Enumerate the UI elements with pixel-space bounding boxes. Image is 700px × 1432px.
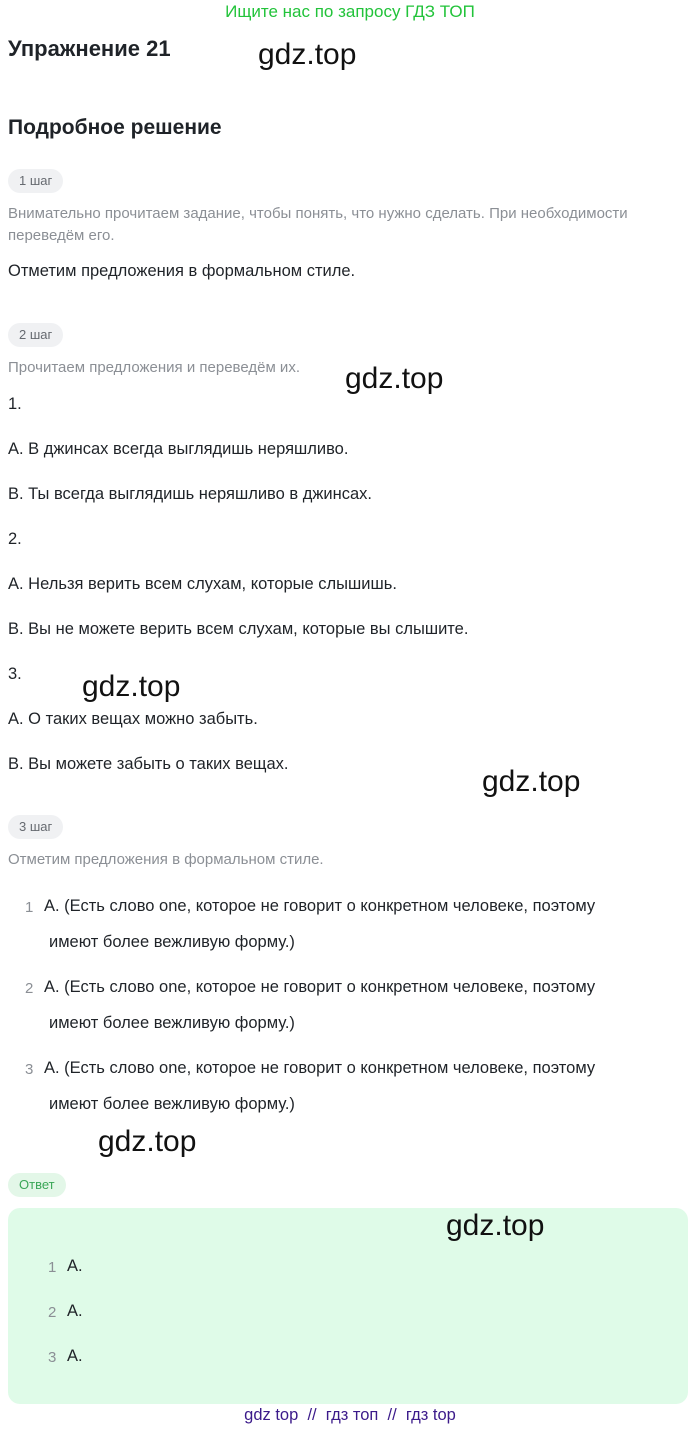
search-banner: Ищите нас по запросу ГДЗ ТОП bbox=[225, 2, 475, 21]
list-item: имеют более вежливую форму.) bbox=[49, 933, 295, 951]
step-1-note: Внимательно прочитаем задание, чтобы понять, что нужно сделать. При необходимости переведём его. bbox=[8, 205, 628, 244]
list-item: A. (Есть слово one, которое не говорит о конкретном человеке, поэтому bbox=[44, 1059, 596, 1077]
answer-item: A. bbox=[67, 1257, 83, 1275]
step-2-note: Прочитаем предложения и переведём их. bbox=[8, 359, 300, 376]
list-item: A. (Есть слово one, которое не говорит о конкретном человеке, поэтому bbox=[44, 978, 596, 996]
answer-item: A. bbox=[67, 1347, 83, 1365]
step-2-badge: 2 шаг bbox=[8, 323, 63, 347]
answer-item: A. bbox=[67, 1302, 83, 1320]
list-number: 3 bbox=[25, 1061, 34, 1078]
list-number: 2 bbox=[25, 980, 34, 997]
step-1-text: Отметим предложения в формальном стиле. bbox=[8, 262, 356, 280]
step-3-badge: 3 шаг bbox=[8, 815, 63, 839]
watermark: gdz.top bbox=[345, 362, 444, 395]
watermark: gdz.top bbox=[446, 1209, 545, 1242]
watermark: gdz.top bbox=[98, 1125, 197, 1158]
list-item: A. (Есть слово one, которое не говорит о конкретном человеке, поэтому bbox=[44, 897, 596, 915]
watermark: gdz.top bbox=[482, 765, 581, 798]
exercise-title: Упражнение 21 bbox=[8, 36, 171, 61]
list-item: имеют более вежливую форму.) bbox=[49, 1014, 295, 1032]
section-title: Подробное решение bbox=[8, 116, 222, 139]
list-item: A. Нельзя верить всем слухам, которые слышишь. bbox=[8, 575, 397, 593]
list-item: A. О таких вещах можно забыть. bbox=[8, 710, 258, 728]
list-number: 1 bbox=[25, 899, 34, 916]
answer-box bbox=[8, 1208, 688, 1404]
answer-badge: Ответ bbox=[8, 1173, 66, 1197]
list-item: B. Вы не можете верить всем слухам, которые вы слышите. bbox=[8, 620, 469, 638]
watermark: gdz.top bbox=[82, 670, 181, 703]
answer-number: 1 bbox=[48, 1259, 57, 1276]
list-item: B. Вы можете забыть о таких вещах. bbox=[8, 755, 289, 773]
step-3-note: Отметим предложения в формальном стиле. bbox=[8, 851, 324, 868]
list-item: 2. bbox=[8, 530, 22, 548]
list-item: имеют более вежливую форму.) bbox=[49, 1095, 295, 1113]
list-item: B. Ты всегда выглядишь неряшливо в джинсах. bbox=[8, 485, 372, 503]
list-item: A. В джинсах всегда выглядишь неряшливо. bbox=[8, 440, 349, 458]
watermark: gdz.top bbox=[258, 38, 357, 71]
list-item: 3. bbox=[8, 665, 22, 683]
list-item: 1. bbox=[8, 395, 22, 413]
step-1-badge: 1 шаг bbox=[8, 169, 63, 193]
answer-number: 2 bbox=[48, 1304, 57, 1321]
answer-number: 3 bbox=[48, 1349, 57, 1366]
footer-links: gdz top // гдз топ // гдз top bbox=[244, 1406, 456, 1424]
